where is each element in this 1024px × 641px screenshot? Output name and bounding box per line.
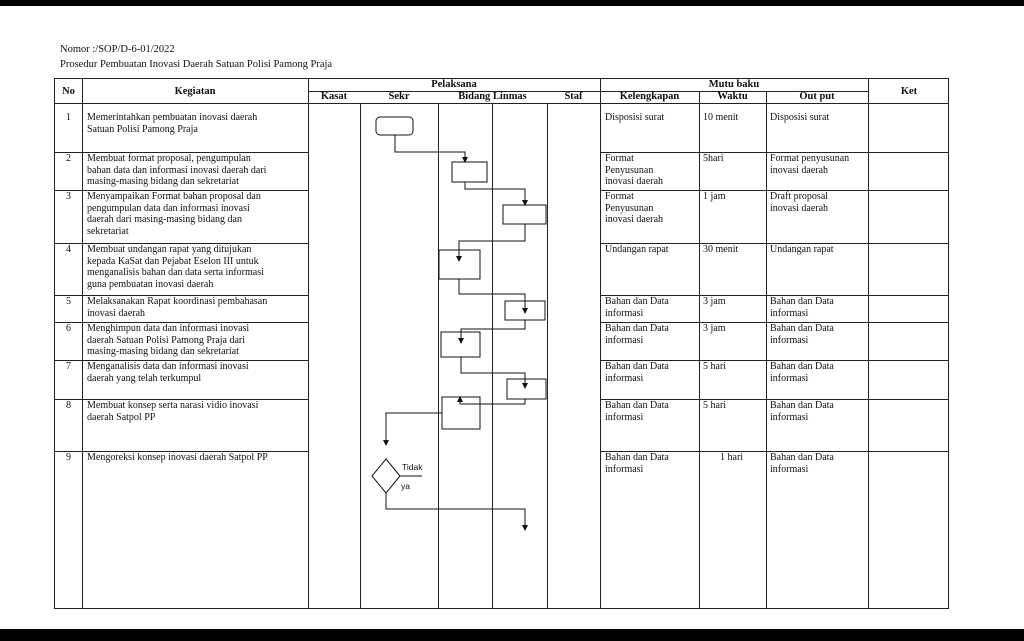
sop-title: Prosedur Pembuatan Inovasi Daerah Satuan Polisi Pamong Praja (60, 59, 333, 70)
row-number: 6 (66, 323, 71, 334)
output-cell: Bahan dan Data informasi (770, 296, 834, 319)
header-output: Out put (799, 91, 835, 102)
flow-arrow-6-7 (461, 357, 525, 388)
header-bidang-linmas: Bidang Linmas (458, 91, 527, 102)
process-box-7 (507, 379, 546, 399)
waktu-cell: 30 menit (703, 244, 739, 255)
row-number: 3 (66, 191, 71, 202)
header-mutu-baku: Mutu baku (708, 79, 760, 90)
kelengkapan-cell: Undangan rapat (605, 244, 669, 255)
kegiatan-cell: Mengoreksi konsep inovasi daerah Satpol PP (87, 452, 268, 463)
flow-arrow-1-2 (395, 135, 465, 162)
header-kegiatan: Kegiatan (174, 86, 216, 97)
kegiatan-cell: Membuat konsep serta narasi vidio inovasi daerah Satpol PP (87, 400, 259, 423)
sop-table (54, 78, 949, 609)
waktu-cell: 5 hari (703, 361, 727, 372)
header-kelengkapan: Kelengkapan (619, 91, 680, 102)
kelengkapan-cell: Disposisi surat (605, 112, 665, 123)
row-number: 1 (66, 112, 71, 123)
output-cell: Bahan dan Data informasi (770, 361, 834, 384)
output-cell: Bahan dan Data informasi (770, 323, 834, 346)
kelengkapan-cell: Bahan dan Data informasi (605, 400, 669, 423)
start-terminator (376, 117, 413, 135)
decision-diamond (372, 459, 400, 493)
kelengkapan-cell: Format Penyusunan inovasi daerah (605, 153, 664, 187)
header-ket: Ket (900, 86, 918, 97)
waktu-cell: 1 jam (703, 191, 726, 202)
output-cell: Format penyusunan inovasi daerah (770, 153, 850, 176)
flow-arrow-yes-end (386, 493, 525, 530)
header-staf: Staf (564, 91, 583, 102)
output-cell: Undangan rapat (770, 244, 834, 255)
flow-arrow-7-8 (460, 397, 525, 404)
flow-arrow-3-4 (459, 224, 525, 261)
kegiatan-cell: Memerintahkan pembuatan inovasi daerah Satuan Polisi Pamong Praja (87, 112, 258, 135)
kegiatan-cell: Melaksanakan Rapat koordinasi pembahasan inovasi daerah (87, 296, 268, 319)
sop-number: Nomor :/SOP/D-6-01/2022 (60, 44, 175, 55)
waktu-cell: 3 jam (703, 323, 726, 334)
output-cell: Bahan dan Data informasi (770, 400, 834, 423)
header-sekr: Sekr (388, 91, 410, 102)
process-box-2 (452, 162, 487, 182)
waktu-cell: 5 hari (703, 400, 727, 411)
header-waktu: Waktu (717, 91, 748, 102)
header-kasat: Kasat (320, 91, 348, 102)
row-number: 4 (66, 244, 71, 255)
waktu-cell: 1 hari (720, 452, 744, 463)
output-cell: Disposisi surat (770, 112, 830, 123)
waktu-cell: 3 jam (703, 296, 726, 307)
flow-arrow-8-9 (386, 413, 442, 445)
output-cell: Draft proposal inovasi daerah (770, 191, 829, 214)
kegiatan-cell: Menganalisis data dan informasi inovasi daerah yang telah terkumpul (87, 361, 249, 384)
row-number: 2 (66, 153, 71, 164)
kelengkapan-cell: Bahan dan Data informasi (605, 296, 669, 319)
flow-arrow-2-3 (465, 182, 525, 205)
kelengkapan-cell: Bahan dan Data informasi (605, 361, 669, 384)
kelengkapan-cell: Bahan dan Data informasi (605, 323, 669, 346)
kegiatan-cell: Membuat undangan rapat yang ditujukan kepada KaSat dan Pejabat Eselon III untuk menganalisis bahan dan data serta informasi guna pembuatan inovasi daerah (87, 244, 264, 290)
row-number: 7 (66, 361, 71, 372)
kegiatan-cell: Membuat format proposal, pengumpulan bahan data dan informasi inovasi daerah dari masing-masing bidang dan sekretariat (87, 153, 267, 187)
kegiatan-cell: Menghimpun data dan informasi inovasi daerah Satuan Polisi Pamong Praja dari masing-masing bidang dan sekretariat (87, 323, 250, 357)
decision-no-label: Tidak (402, 462, 423, 472)
process-box-3 (503, 205, 546, 224)
decision-yes-label: ya (401, 481, 410, 491)
kelengkapan-cell: Format Penyusunan inovasi daerah (605, 191, 664, 225)
row-number: 9 (66, 452, 71, 463)
flow-arrow-4-5 (459, 279, 525, 313)
waktu-cell: 5hari (703, 153, 724, 164)
output-cell: Bahan dan Data informasi (770, 452, 834, 475)
document-page (0, 6, 1024, 629)
row-number: 5 (66, 296, 71, 307)
process-box-8 (442, 397, 480, 429)
header-pelaksana: Pelaksana (431, 79, 477, 90)
kegiatan-cell: Menyampaikan Format bahan proposal dan pengumpulan data dan informasi inovasi daerah dari masing-masing bidang dan sekretariat (87, 191, 261, 237)
waktu-cell: 10 menit (703, 112, 739, 123)
row-number: 8 (66, 400, 71, 411)
header-no: No (62, 86, 75, 97)
kelengkapan-cell: Bahan dan Data informasi (605, 452, 669, 475)
